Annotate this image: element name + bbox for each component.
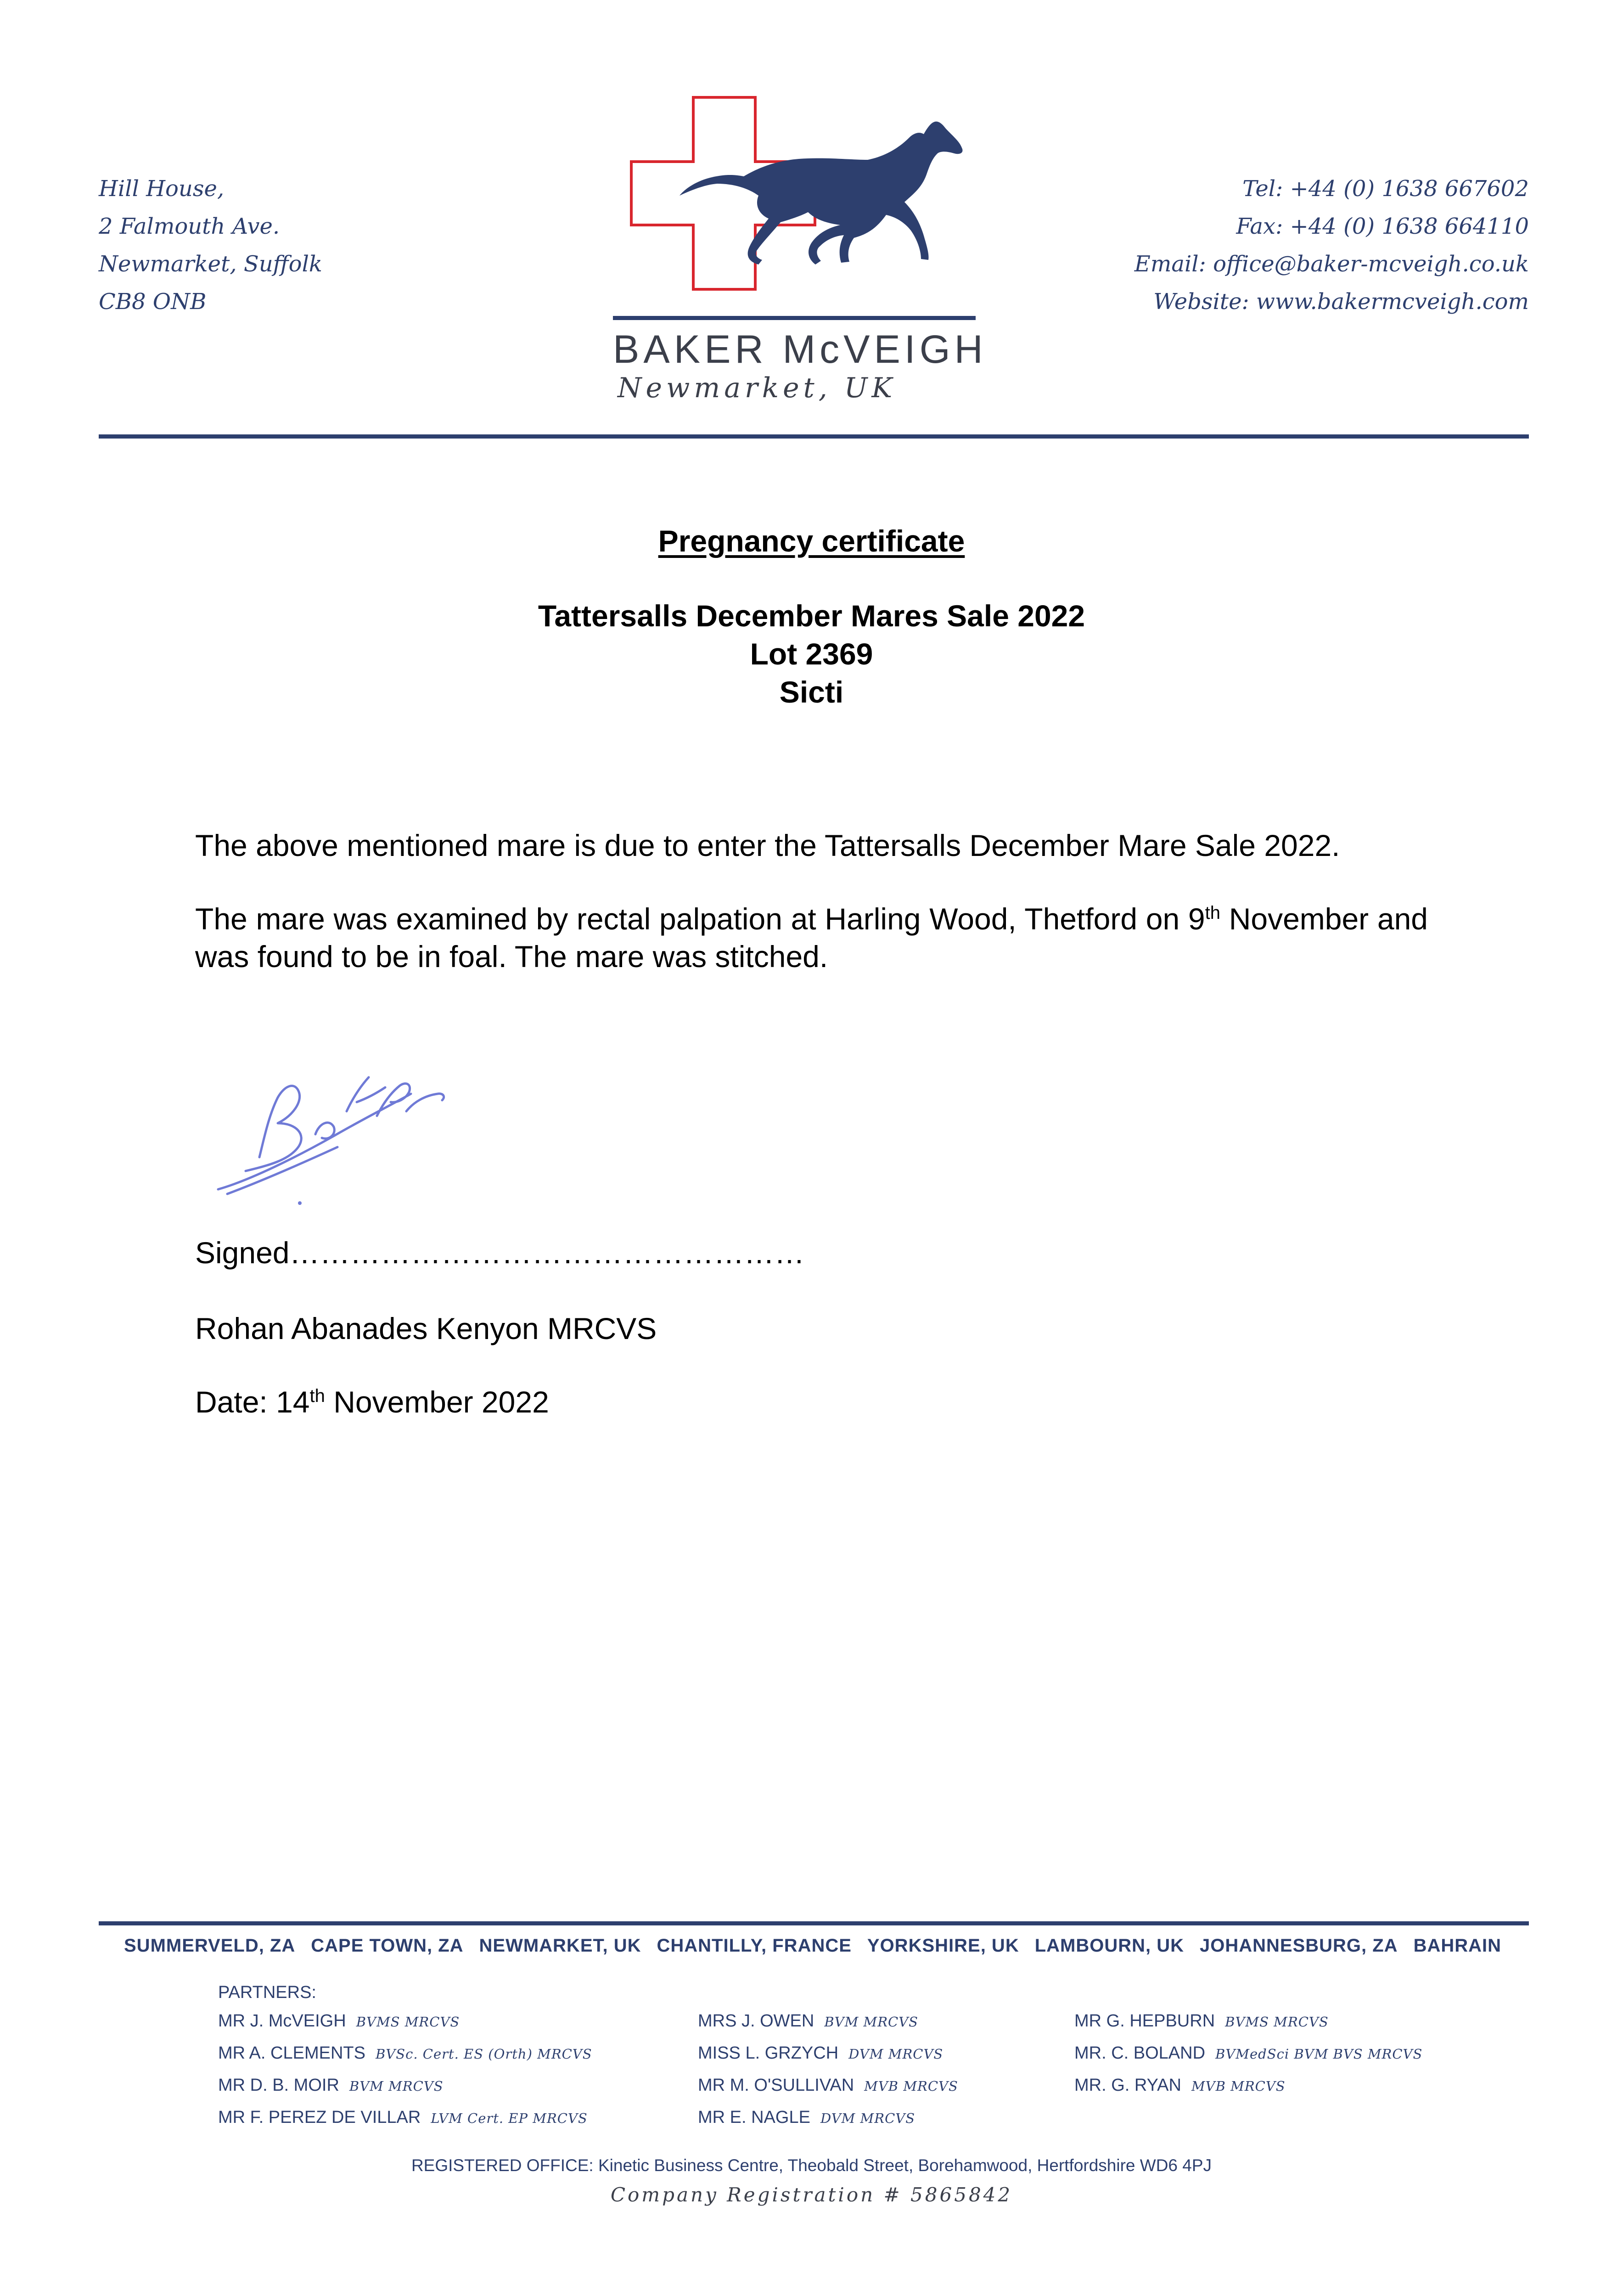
partner-qualification: MVB MRCVS bbox=[1191, 2078, 1286, 2094]
signature-line: Signed…………………………………………… bbox=[195, 1236, 805, 1270]
intro-paragraph: The above mentioned mare is due to enter the Tattersalls December Mare Sale 2022. bbox=[195, 828, 1340, 862]
location-item: JOHANNESBURG, ZA bbox=[1199, 1936, 1398, 1956]
partner-qualification: BVMS MRCVS bbox=[1225, 2014, 1329, 2030]
address-line: Newmarket, Suffolk bbox=[99, 251, 323, 277]
date-ordinal: th bbox=[309, 1386, 325, 1406]
partner-name: MR F. PEREZ DE VILLAR bbox=[218, 2108, 421, 2127]
partner-qualification: MVB MRCVS bbox=[864, 2078, 958, 2094]
brand-name: BAKER McVEIGH bbox=[613, 327, 987, 371]
examination-text: The mare was examined by rectal palpation at Harling Wood, Thetford on 9 bbox=[195, 902, 1205, 936]
horse-silhouette bbox=[680, 122, 962, 264]
partner-entry bbox=[1074, 2011, 1422, 2043]
sale-name: Tattersalls December Mares Sale 2022 bbox=[538, 599, 1085, 633]
partner-entry bbox=[1074, 2043, 1422, 2076]
partner-name: MR. G. RYAN bbox=[1074, 2076, 1181, 2095]
partner-qualification: DVM MRCVS bbox=[820, 2110, 915, 2126]
signer-name: Rohan Abanades Kenyon MRCVS bbox=[195, 1311, 657, 1345]
document-title: Pregnancy certificate bbox=[658, 524, 965, 558]
location-item: BAHRAIN bbox=[1413, 1936, 1501, 1956]
telephone: Tel: +44 (0) 1638 667602 bbox=[1242, 176, 1529, 202]
location-item: NEWMARKET, UK bbox=[479, 1936, 641, 1956]
partner-entry bbox=[218, 2108, 592, 2140]
website-link[interactable]: Website: www.bakermcveigh.com bbox=[1153, 289, 1529, 315]
examination-paragraph bbox=[195, 900, 1428, 975]
brand-location: Newmarket, UK bbox=[618, 372, 897, 404]
location-item: LAMBOURN, UK bbox=[1034, 1936, 1184, 1956]
location-item: CHANTILLY, FRANCE bbox=[657, 1936, 852, 1956]
partner-name: MRS J. OWEN bbox=[698, 2011, 814, 2031]
address-line: 2 Falmouth Ave. bbox=[99, 214, 280, 239]
partner-name: MR J. McVEIGH bbox=[218, 2011, 346, 2031]
location-item: CAPE TOWN, ZA bbox=[311, 1936, 464, 1956]
partner-qualification: BVMedSci BVM BVS MRCVS bbox=[1215, 2046, 1423, 2062]
logo-underline bbox=[613, 316, 976, 320]
partner-entry bbox=[1074, 2076, 1422, 2108]
partners-column-2 bbox=[698, 2011, 958, 2140]
partners-heading: PARTNERS: bbox=[218, 1983, 316, 2002]
partner-name: MR E. NAGLE bbox=[698, 2108, 810, 2127]
partners-column-3 bbox=[1074, 2011, 1422, 2108]
handwritten-signature-icon bbox=[209, 1042, 466, 1208]
partner-entry bbox=[698, 2108, 958, 2140]
partner-qualification: BVM MRCVS bbox=[349, 2078, 444, 2094]
email-link[interactable]: Email: office@baker-mcveigh.co.uk bbox=[1134, 251, 1529, 277]
partner-entry bbox=[218, 2076, 592, 2108]
partner-entry bbox=[218, 2043, 592, 2076]
office-address bbox=[99, 170, 322, 321]
location-item: SUMMERVELD, ZA bbox=[124, 1936, 296, 1956]
partner-qualification: BVM MRCVS bbox=[824, 2014, 919, 2030]
partner-name: MR M. O'SULLIVAN bbox=[698, 2076, 854, 2095]
partners-column-1 bbox=[218, 2011, 592, 2140]
date-text: Date: 14 bbox=[195, 1385, 310, 1419]
address-line: CB8 ONB bbox=[99, 289, 207, 315]
partner-name: MR G. HEPBURN bbox=[1074, 2011, 1215, 2031]
ordinal-suffix: th bbox=[1205, 903, 1220, 923]
partner-qualification: BVSc. Cert. ES (Orth) MRCVS bbox=[375, 2046, 592, 2062]
lot-number: Lot 2369 bbox=[750, 637, 873, 671]
partner-qualification: BVMS MRCVS bbox=[356, 2014, 460, 2030]
company-registration: Company Registration # 5865842 bbox=[610, 2183, 1013, 2206]
address-line: Hill House, bbox=[99, 176, 225, 202]
examination-text-end: November and was found to be in foal. The mare was stitched. bbox=[195, 902, 1428, 974]
partner-qualification: LVM Cert. EP MRCVS bbox=[431, 2110, 588, 2126]
registered-office: REGISTERED OFFICE: Kinetic Business Centre, Theobald Street, Borehamwood, Hertfordshire WD6 4PJ bbox=[411, 2156, 1212, 2175]
date-text-end: November 2022 bbox=[325, 1385, 549, 1419]
footer-divider bbox=[99, 1921, 1529, 1925]
partner-name: MR. C. BOLAND bbox=[1074, 2043, 1206, 2063]
fax: Fax: +44 (0) 1638 664110 bbox=[1236, 214, 1529, 239]
partner-qualification: DVM MRCVS bbox=[848, 2046, 943, 2062]
brand-logo-icon bbox=[611, 92, 978, 340]
partner-name: MISS L. GRZYCH bbox=[698, 2043, 839, 2063]
partner-name: MR A. CLEMENTS bbox=[218, 2043, 365, 2063]
partner-entry bbox=[698, 2043, 958, 2076]
partner-entry bbox=[698, 2011, 958, 2043]
partner-entry bbox=[698, 2076, 958, 2108]
office-locations bbox=[124, 1936, 1501, 1956]
header-divider bbox=[99, 434, 1529, 439]
partner-entry bbox=[218, 2011, 592, 2043]
horse-name: Sicti bbox=[779, 675, 844, 709]
contact-details bbox=[1134, 170, 1529, 321]
certificate-date bbox=[195, 1384, 549, 1419]
location-item: YORKSHIRE, UK bbox=[867, 1936, 1019, 1956]
partner-name: MR D. B. MOIR bbox=[218, 2076, 339, 2095]
